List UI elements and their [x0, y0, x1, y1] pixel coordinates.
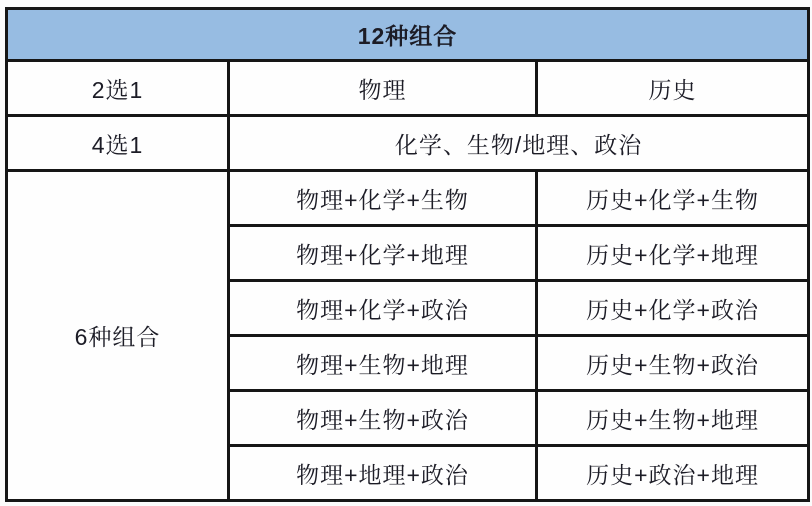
- combo-cell-physics: 物理+化学+政治: [229, 281, 537, 336]
- combo-cell-history: 历史+化学+地理: [537, 226, 809, 281]
- cell-history: 历史: [537, 61, 809, 116]
- combo-cell-history: 历史+政治+地理: [537, 446, 809, 501]
- combo-cell-history: 历史+生物+地理: [537, 391, 809, 446]
- combo-cell-physics: 物理+化学+生物: [229, 171, 537, 226]
- combo-cell-history: 历史+化学+生物: [537, 171, 809, 226]
- combo-cell-physics: 物理+化学+地理: [229, 226, 537, 281]
- combo-cell-history: 历史+化学+政治: [537, 281, 809, 336]
- combo-cell-physics: 物理+地理+政治: [229, 446, 537, 501]
- row-label-2of1: 2选1: [7, 61, 229, 116]
- subject-combination-table: [5, 7, 810, 502]
- table-title: 12种组合: [7, 9, 809, 61]
- table-row: [7, 61, 809, 116]
- table-header-row: [7, 9, 809, 61]
- cell-4of1-options: 化学、生物/地理、政治: [229, 116, 809, 171]
- combo-cell-physics: 物理+生物+政治: [229, 391, 537, 446]
- row-label-6combos: 6种组合: [7, 171, 229, 501]
- table-row: [7, 116, 809, 171]
- combo-cell-history: 历史+生物+政治: [537, 336, 809, 391]
- row-label-4of1: 4选1: [7, 116, 229, 171]
- table-row: [7, 171, 809, 226]
- cell-physics: 物理: [229, 61, 537, 116]
- combo-cell-physics: 物理+生物+地理: [229, 336, 537, 391]
